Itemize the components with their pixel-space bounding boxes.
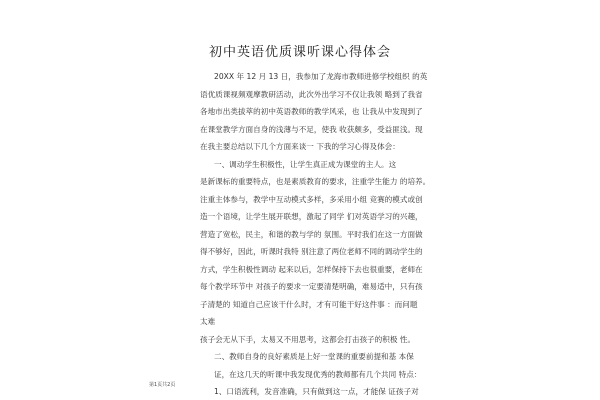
paragraph-line: 语优质课视频观摩教研活动，此次外出学习不仅让我领 略到了我省 [200, 89, 423, 99]
paragraph-line: 证，在这几天的听课中我发现优秀的教师都有几个共同 特点： [214, 369, 422, 379]
paragraph-line: 1、口语流利，发音准确，只有做到这一点，才能保 证孩子对 [214, 387, 419, 396]
paragraph-line: 得不够好，因此，听课时我特 别注意了两位老师不同的调动学生的 [200, 247, 423, 256]
paragraph-line: 在我主要总结以下几个方面来谈一 下我的学习心得及体会： [200, 142, 400, 151]
document-title: 初中英语优质课听课心得体会 [208, 45, 391, 60]
paragraph-line: 子清楚的 知道自己应该干什么时，才有可能干好这件事 ：而问题 [200, 299, 418, 309]
paragraph-line: 在课堂教学方面自身的浅薄与不足，使我 收获颇多，受益匪浅。现 [200, 124, 423, 134]
paragraph-line: 20XX 年 12 月 13 日，我参加了龙海市教师进修学校组织 的英 [214, 72, 428, 81]
paragraph-line: 注重主体参与，教学中互动模式多样，多采用小组 竞赛的模式或创 [200, 194, 423, 204]
paragraph-line: 太难 [200, 317, 216, 326]
paragraph-line: 造一个语境，让学生展开联想，激起了同学 们对英语学习的兴趣， [200, 212, 423, 221]
paragraph-line: 各地市出类拔萃的初中英语教师的教学风采，也 让我从中发现到了 [200, 107, 423, 116]
paragraph-line: 孩子会无从下手，太易又不用思考，这都会打击孩子的积极 性。 [200, 334, 416, 344]
page-number-footer: 第1页共2页 [149, 382, 176, 388]
paragraph-line: 每个教学环节中 对孩子的要求一定要清楚明确，难易适中，只有孩 [200, 282, 423, 291]
section-heading-line: 一、调动学生积极性，让学生真正成为课堂的主人。这 [214, 159, 397, 169]
document-body [200, 68, 431, 400]
paragraph-line: 方式，学生积极性调动 起来以后，怎样保持下去也很重要，老师在 [200, 264, 423, 274]
paragraph-line: 营造了宽松，民主，和谐的教与学的 氛围。平时我们在这一方面做 [200, 229, 423, 239]
paragraph-line: 是新课标的重要特点，也是素质教育的要求，注重学生能力 的培养。 [200, 177, 431, 186]
section-heading-line: 二、教师自身的良好素质是上好一堂课的重要前提和基 本保 [214, 352, 414, 361]
